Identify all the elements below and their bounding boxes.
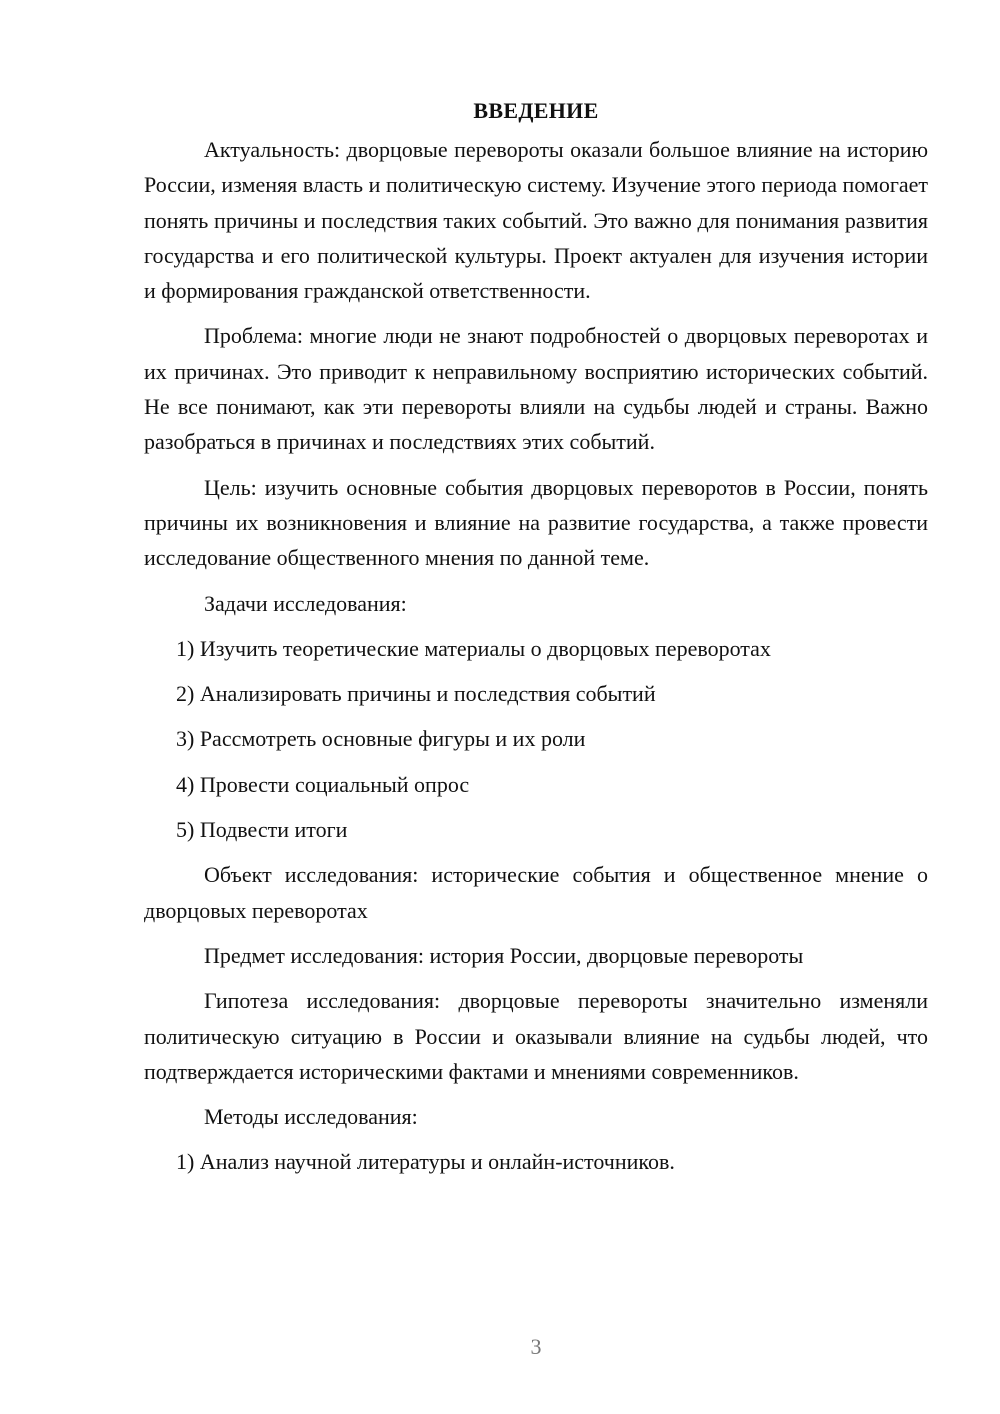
list-item: 4) Провести социальный опрос	[176, 771, 470, 797]
paragraph-hypothesis: Гипотеза исследования: дворцовые перевороты значительно изменяли политическую ситуацию в России и оказывали влияние на судьбы людей, что подтверждается историческими фактами и мнениями современников.	[144, 988, 928, 1084]
tasks-list	[144, 631, 928, 847]
paragraph-relevance: Актуальность: дворцовые перевороты оказали большое влияние на историю России, изменяя власть и политическую систему. Изучение этого периода помогает понять причины и последствия таких событий. Это важно для понимания развития государства и его политической культуры. Проект актуален для изучения истории и формирования гражданской ответственности.	[144, 137, 928, 304]
page-content	[144, 96, 928, 1190]
list-item: 2) Анализировать причины и последствия событий	[176, 681, 656, 707]
paragraph-subject: Предмет исследования: история России, дворцовые перевороты	[204, 942, 804, 968]
list-item: 3) Рассмотреть основные фигуры и их роли	[176, 726, 586, 752]
tasks-heading: Задачи исследования:	[204, 590, 407, 616]
paragraph-goal: Цель: изучить основные события дворцовых переворотов в России, понять причины их возникновения и влияние на развитие государства, а также провести исследование общественного мнения по данной теме.	[144, 474, 928, 571]
list-item: 5) Подвести итоги	[176, 817, 348, 843]
list-item: 1) Анализ научной литературы и онлайн-источников.	[176, 1149, 675, 1175]
methods-heading: Методы исследования:	[204, 1104, 418, 1130]
page-title: ВВЕДЕНИЕ	[473, 98, 599, 123]
paragraph-problem: Проблема: многие люди не знают подробностей о дворцовых переворотах и их причинах. Это приводит к неправильному восприятию исторических событий. Не все понимают, как эти перевороты влияли на судьбы людей и страны. Важно разобраться в причинах и последствиях этих событий.	[144, 323, 928, 455]
page-number: 3	[530, 1334, 542, 1359]
list-item: 1) Изучить теоретические материалы о дворцовых переворотах	[176, 635, 771, 661]
paragraph-object: Объект исследования: исторические события и общественное мнение о дворцовых переворотах	[144, 862, 928, 923]
methods-list	[144, 1144, 928, 1179]
